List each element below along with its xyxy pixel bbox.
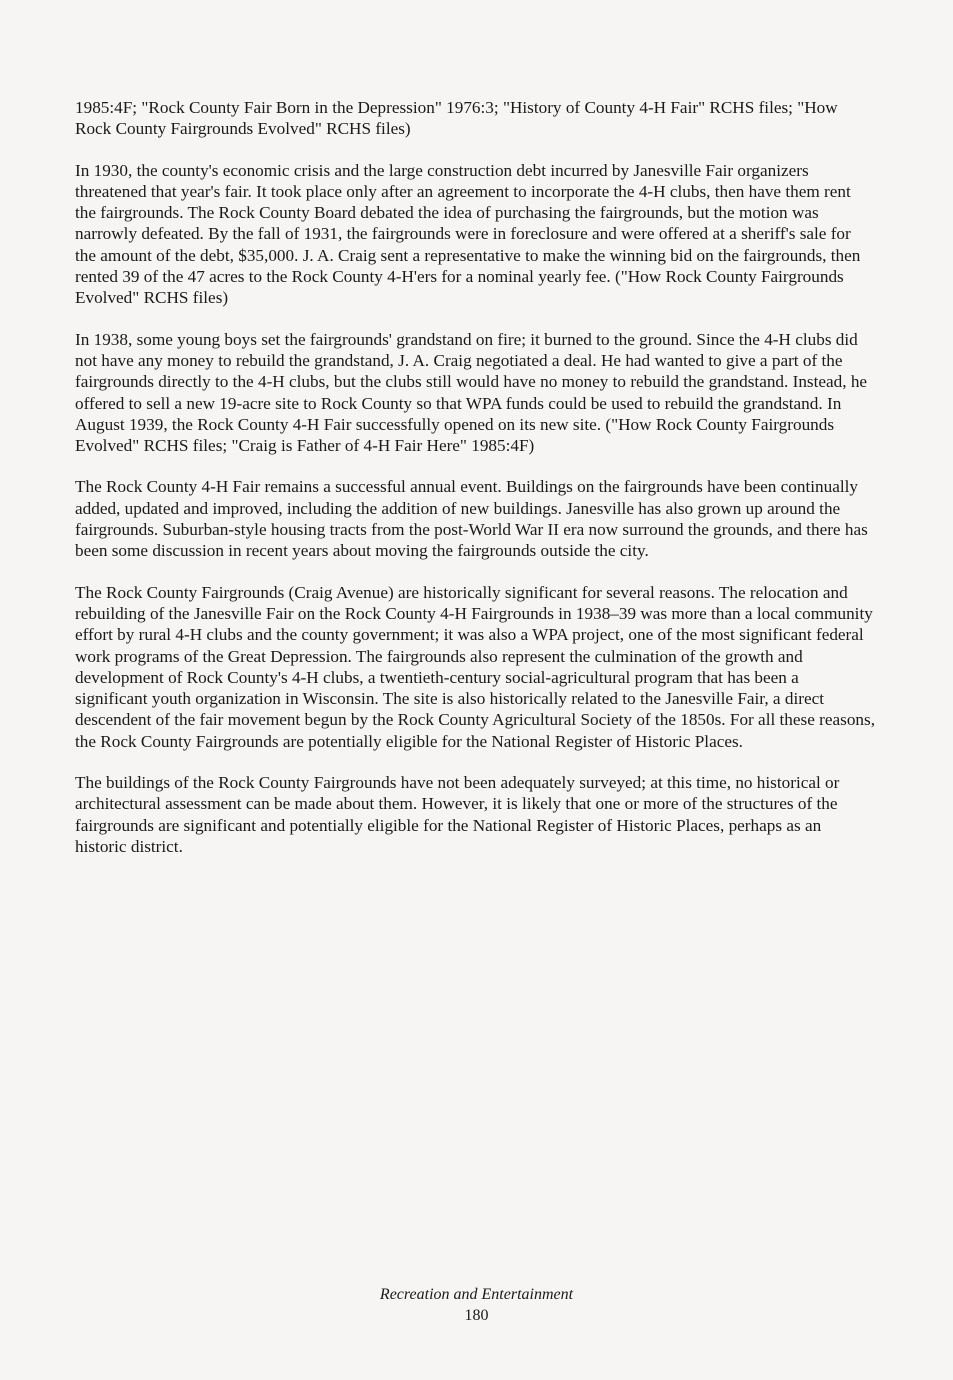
paragraph-1930-crisis: In 1930, the county's economic crisis and the large construction debt incurred by Janesville Fair organizers threatened that year's fair. It took place only after an agreement to incorporate the 4-H clubs, then have them rent the fairgrounds. The Rock County Board debated the idea of purchasing the fairgrounds, but the motion was narrowly defeated. By the fall of 1931, the fairgrounds were in foreclosure and were offered at a sheriff's sale for the amount of the debt, $35,000. J. A. Craig sent a representative to make the winning bid on the fairgrounds, then rented 39 of the 47 acres to the Rock County 4-H'ers for a nominal yearly fee. ("How Rock County Fairgrounds Evolved" RCHS files)	[75, 160, 861, 308]
paragraph-citation: 1985:4F; "Rock County Fair Born in the Depression" 1976:3; "History of County 4-H Fair" RCHS files; "How Rock County Fairgrounds Evolved" RCHS files)	[75, 98, 838, 139]
paragraph-annual-event: The Rock County 4-H Fair remains a successful annual event. Buildings on the fairgrounds have been continually added, updated and improved, including the addition of new buildings. Janesville has also grown up around the fairgrounds. Suburban-style housing tracts from the post-World War II era now surround the grounds, and there has been some discussion in recent years about moving the fairgrounds outside the city.	[75, 477, 868, 561]
footer-section-title: Recreation and Entertainment	[379, 1286, 574, 1303]
page-number: 180	[464, 1307, 489, 1324]
paragraph-1938-fire: In 1938, some young boys set the fairgrounds' grandstand on fire; it burned to the ground. Since the 4-H clubs did not have any money to rebuild the grandstand, J. A. Craig negotiated a deal. He had wanted to give a part of the fairgrounds directly to the 4-H clubs, but the clubs still would have no money to rebuild the grandstand. Instead, he offered to sell a new 19-acre site to Rock County so that WPA funds could be used to rebuild the grandstand. In August 1939, the Rock County 4-H Fair successfully opened on its new site. ("How Rock County Fairgrounds Evolved" RCHS files; "Craig is Father of 4-H Fair Here" 1985:4F)	[75, 329, 868, 456]
paragraph-significance: The Rock County Fairgrounds (Craig Avenue) are historically significant for several reasons. The relocation and rebuilding of the Janesville Fair on the Rock County 4-H Fairgrounds in 1938–39 was more than a local community effort by rural 4-H clubs and the county government; it was also a WPA project, one of the most significant federal work programs of the Great Depression. The fairgrounds also represent the culmination of the growth and development of Rock County's 4-H clubs, a twentieth-century social-agricultural program that has been a significant youth organization in Wisconsin. The site is also historically related to the Janesville Fair, a direct descendent of the fair movement begun by the Rock County Agricultural Society of the 1850s. For all these reasons, the Rock County Fairgrounds are potentially eligible for the National Register of Historic Places.	[75, 582, 875, 751]
page-footer	[0, 1284, 953, 1326]
document-body	[75, 97, 875, 877]
paragraph-buildings: The buildings of the Rock County Fairgrounds have not been adequately surveyed; at this time, no historical or architectural assessment can be made about them. However, it is likely that one or more of the structures of the fairgrounds are significant and potentially eligible for the National Register of Historic Places, perhaps as an historic district.	[75, 773, 840, 856]
